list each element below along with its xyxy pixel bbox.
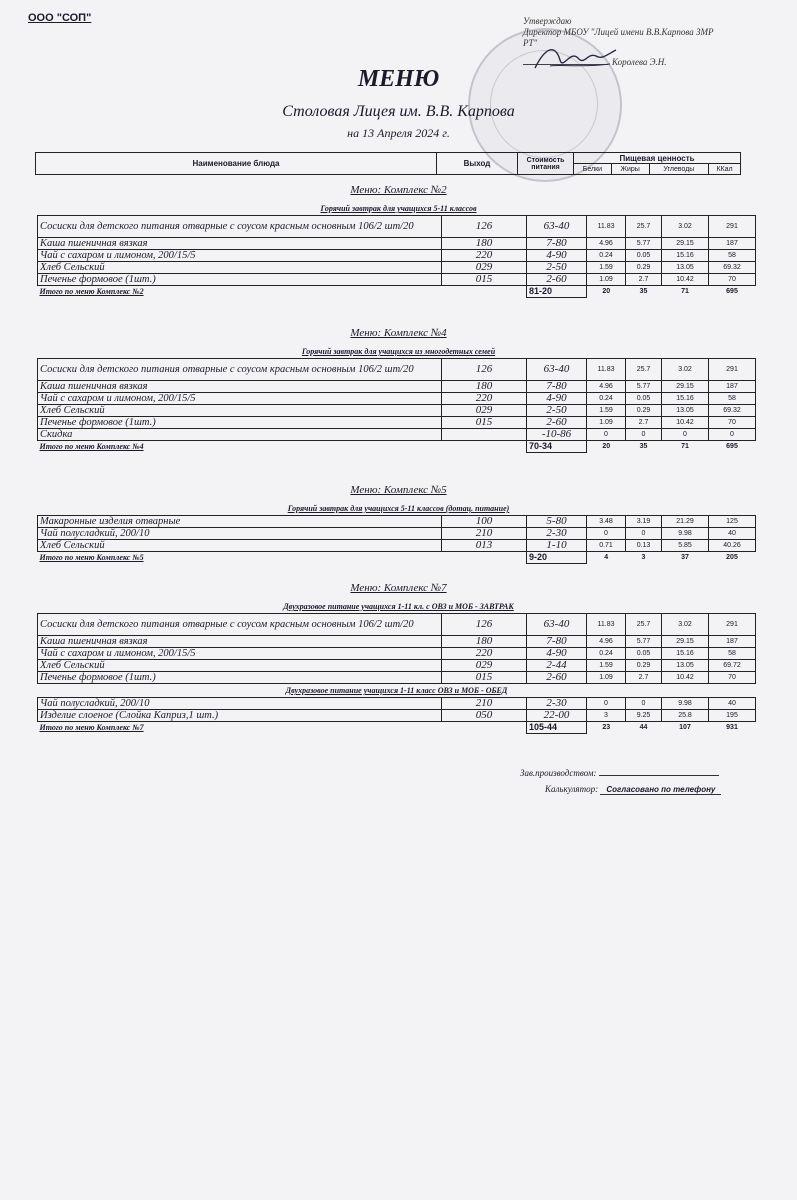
total-protein: 23	[602, 724, 611, 732]
dish-name: Хлеб Сельский	[38, 660, 442, 672]
table-row	[38, 216, 756, 238]
dish-cost: 2-60	[527, 274, 587, 286]
director-name: Королева Э.Н.	[612, 57, 667, 67]
header-name: Наименование блюда	[36, 153, 437, 175]
dish-carbs: 10.42	[662, 672, 709, 684]
dish-kcal: 291	[709, 359, 756, 381]
header-kcal: ККал	[709, 164, 741, 175]
dish-fat: 25.7	[626, 359, 662, 381]
total-kcal: 931	[726, 724, 738, 732]
dish-carbs: 13.05	[662, 262, 709, 274]
dish-fat: 0.13	[626, 540, 662, 552]
chief-signature-row	[520, 768, 719, 778]
dish-cost: 63-40	[527, 614, 587, 636]
dish-name: Печенье формовое (1шт.)	[38, 274, 442, 286]
dish-output: 180	[442, 238, 527, 250]
section-title: Меню: Комплекс №4	[350, 327, 447, 339]
page-title: МЕНЮ	[357, 66, 440, 92]
header-nutrition: Пищевая ценность	[574, 153, 741, 164]
dish-fat: 0.29	[626, 660, 662, 672]
dish-name: Чай полусладкий, 200/10	[38, 698, 442, 710]
total-kcal: 205	[726, 554, 738, 562]
table-row	[38, 672, 756, 684]
dish-protein: 3	[587, 710, 626, 722]
table-row	[38, 238, 756, 250]
total-carbs: 107	[679, 724, 691, 732]
dish-output: 029	[442, 405, 527, 417]
dish-name: Макаронные изделия отварные	[38, 516, 442, 528]
dish-protein: 1.59	[587, 405, 626, 417]
total-row	[38, 286, 756, 298]
table-row	[38, 710, 756, 722]
table-row	[38, 660, 756, 672]
dish-fat: 2.7	[626, 417, 662, 429]
dish-carbs: 0	[662, 429, 709, 441]
section-subtitle: Горячий завтрак для учащихся 5-11 классов	[320, 204, 477, 213]
dish-protein: 3.48	[587, 516, 626, 528]
dish-name: Сосиски для детского питания отварные с соусом красным основным 106/2 шт/20	[38, 359, 442, 381]
dish-protein: 1.09	[587, 274, 626, 286]
dish-kcal: 70	[709, 672, 756, 684]
dish-protein: 11.83	[587, 216, 626, 238]
dish-protein: 4.96	[587, 636, 626, 648]
dish-name: Каша пшеничная вязкая	[38, 636, 442, 648]
dish-cost: 7-80	[527, 636, 587, 648]
section-subtitle: Горячий завтрак для учащихся 5-11 классов (дотац. питание)	[287, 504, 510, 513]
menu-table	[37, 358, 756, 453]
total-fat: 35	[639, 288, 648, 296]
dish-fat: 9.25	[626, 710, 662, 722]
dish-cost: 7-80	[527, 381, 587, 393]
dish-kcal: 195	[709, 710, 756, 722]
total-row	[38, 441, 756, 453]
dish-protein: 4.96	[587, 381, 626, 393]
dish-output: 210	[442, 528, 527, 540]
dish-fat: 5.77	[626, 238, 662, 250]
dish-cost: 63-40	[527, 359, 587, 381]
table-row	[38, 381, 756, 393]
dish-protein: 11.83	[587, 614, 626, 636]
total-kcal: 695	[726, 288, 738, 296]
dish-output: 013	[442, 540, 527, 552]
dish-output: 126	[442, 216, 527, 238]
dish-protein: 1.59	[587, 262, 626, 274]
dish-kcal: 291	[709, 216, 756, 238]
dish-protein: 0	[587, 698, 626, 710]
dish-fat: 0	[626, 528, 662, 540]
dish-name: Хлеб Сельский	[38, 405, 442, 417]
dish-protein: 0	[587, 429, 626, 441]
table-row	[38, 528, 756, 540]
menu-table	[37, 515, 756, 564]
dish-name: Чай с сахаром и лимоном, 200/15/5	[38, 250, 442, 262]
dish-name: Скидка	[38, 429, 442, 441]
approval-line-1: Утверждаю	[523, 16, 572, 26]
table-row	[38, 429, 756, 441]
dish-name: Каша пшеничная вязкая	[38, 238, 442, 250]
dish-kcal: 187	[709, 238, 756, 250]
menu-table	[37, 613, 756, 734]
dish-cost: 7-80	[527, 238, 587, 250]
dish-name: Чай с сахаром и лимоном, 200/15/5	[38, 648, 442, 660]
dish-fat: 5.77	[626, 381, 662, 393]
dish-output: 050	[442, 710, 527, 722]
dish-fat: 25.7	[626, 216, 662, 238]
dish-fat: 0.29	[626, 405, 662, 417]
table-row	[38, 417, 756, 429]
dish-fat: 0	[626, 429, 662, 441]
total-cost: 105-44	[527, 722, 587, 734]
section-subtitle: Двухразовое питание учащихся 1-11 кл. с ОВЗ и МОБ - ЗАВТРАК	[283, 602, 514, 611]
dish-carbs: 3.02	[662, 216, 709, 238]
dish-carbs: 15.16	[662, 393, 709, 405]
header-protein: Белки	[574, 164, 612, 175]
dish-name: Хлеб Сельский	[38, 262, 442, 274]
approval-line-2: Директор МБОУ "Лицей имени В.В.Карпова ЗМР	[523, 27, 714, 37]
dish-output: 180	[442, 636, 527, 648]
dish-cost: 63-40	[527, 216, 587, 238]
dish-protein: 0.24	[587, 250, 626, 262]
dish-protein: 0.24	[587, 648, 626, 660]
dish-kcal: 58	[709, 250, 756, 262]
dish-carbs: 29.15	[662, 636, 709, 648]
dish-cost: 4-90	[527, 250, 587, 262]
dish-output: 220	[442, 648, 527, 660]
dish-cost: 22-00	[527, 710, 587, 722]
header-cost: Стоимость питания	[518, 153, 574, 175]
dish-kcal: 69.72	[709, 660, 756, 672]
table-row	[38, 250, 756, 262]
dish-output: 210	[442, 698, 527, 710]
total-carbs: 71	[681, 443, 689, 451]
table-row	[38, 636, 756, 648]
dish-fat: 0	[626, 698, 662, 710]
dish-protein: 1.09	[587, 417, 626, 429]
dish-fat: 2.7	[626, 672, 662, 684]
dish-cost: 4-90	[527, 648, 587, 660]
dish-cost: 4-90	[527, 393, 587, 405]
total-fat: 3	[641, 554, 646, 562]
dish-carbs: 5.85	[662, 540, 709, 552]
dish-name: Чай полусладкий, 200/10	[38, 528, 442, 540]
total-carbs: 37	[681, 554, 689, 562]
dish-kcal: 125	[709, 516, 756, 528]
dish-carbs: 21.29	[662, 516, 709, 528]
calculator-label: Калькулятор:	[545, 784, 599, 794]
header-fat: Жиры	[611, 164, 649, 175]
table-row	[38, 393, 756, 405]
menu-table	[37, 215, 756, 298]
total-protein: 20	[602, 443, 611, 451]
dish-name: Каша пшеничная вязкая	[38, 381, 442, 393]
dish-protein: 0.24	[587, 393, 626, 405]
dish-output	[442, 429, 527, 441]
dish-fat: 0.05	[626, 393, 662, 405]
dish-carbs: 3.02	[662, 614, 709, 636]
table-row	[38, 405, 756, 417]
dish-output: 029	[442, 660, 527, 672]
dish-cost: 2-44	[527, 660, 587, 672]
dish-protein: 4.96	[587, 238, 626, 250]
section-title: Меню: Комплекс №7	[350, 582, 447, 594]
chief-label: Зав.производством:	[520, 768, 597, 778]
page-subtitle: Столовая Лицея им. В.В. Карпова	[282, 103, 515, 120]
dish-protein: 1.59	[587, 660, 626, 672]
dish-cost: 2-60	[527, 417, 587, 429]
dish-name: Печенье формовое (1шт.)	[38, 417, 442, 429]
dish-cost: 2-50	[527, 262, 587, 274]
section-subtitle: Горячий завтрак для учащихся из многодетных семей	[301, 347, 496, 356]
dish-fat: 5.77	[626, 636, 662, 648]
dish-output: 220	[442, 250, 527, 262]
header-output: Выход	[437, 153, 518, 175]
dish-name: Хлеб Сельский	[38, 540, 442, 552]
dish-cost: 2-30	[527, 698, 587, 710]
table-row	[38, 359, 756, 381]
dish-kcal: 58	[709, 648, 756, 660]
dish-carbs: 9.98	[662, 698, 709, 710]
menu-date: на 13 Апреля 2024 г.	[347, 126, 450, 140]
dish-fat: 0.05	[626, 648, 662, 660]
dish-cost: 5-80	[527, 516, 587, 528]
total-label: Итого по меню Комплекс №4	[39, 442, 144, 452]
total-cost: 70-34	[527, 441, 587, 453]
dish-protein: 1.09	[587, 672, 626, 684]
dish-cost: -10-86	[527, 429, 587, 441]
dish-fat: 2.7	[626, 274, 662, 286]
table-row	[38, 614, 756, 636]
dish-output: 015	[442, 417, 527, 429]
dish-fat: 25.7	[626, 614, 662, 636]
dish-kcal: 187	[709, 636, 756, 648]
dish-carbs: 10.42	[662, 274, 709, 286]
dish-cost: 2-30	[527, 528, 587, 540]
dish-name: Сосиски для детского питания отварные с соусом красным основным 106/2 шт/20	[38, 216, 442, 238]
dish-kcal: 40	[709, 528, 756, 540]
dish-protein: 0.71	[587, 540, 626, 552]
dish-kcal: 69.32	[709, 262, 756, 274]
dish-fat: 0.29	[626, 262, 662, 274]
total-label: Итого по меню Комплекс №7	[39, 723, 144, 733]
total-row	[38, 722, 756, 734]
total-label: Итого по меню Комплекс №5	[39, 553, 144, 563]
dish-kcal: 0	[709, 429, 756, 441]
total-protein: 4	[604, 554, 609, 562]
total-kcal: 695	[726, 443, 738, 451]
calculator-value: Согласовано по телефону	[600, 785, 721, 795]
total-protein: 20	[602, 288, 611, 296]
table-row	[38, 698, 756, 710]
total-cost: 81-20	[527, 286, 587, 298]
dish-output: 220	[442, 393, 527, 405]
dish-output: 100	[442, 516, 527, 528]
total-carbs: 71	[681, 288, 689, 296]
dish-kcal: 69.32	[709, 405, 756, 417]
dish-carbs: 29.15	[662, 238, 709, 250]
dish-cost: 1-10	[527, 540, 587, 552]
dish-name: Чай с сахаром и лимоном, 200/15/5	[38, 393, 442, 405]
dish-carbs: 13.05	[662, 660, 709, 672]
table-row	[38, 648, 756, 660]
section-title: Меню: Комплекс №2	[350, 184, 447, 196]
approval-line-3: РТ"	[523, 38, 538, 48]
column-header	[35, 152, 741, 175]
total-fat: 44	[639, 724, 648, 732]
dish-output: 180	[442, 381, 527, 393]
dish-carbs: 29.15	[662, 381, 709, 393]
dish-kcal: 70	[709, 417, 756, 429]
dish-output: 015	[442, 672, 527, 684]
total-fat: 35	[639, 443, 648, 451]
section-title: Меню: Комплекс №5	[350, 484, 447, 496]
chief-line	[599, 775, 719, 776]
dish-protein: 0	[587, 528, 626, 540]
dish-carbs: 25.8	[662, 710, 709, 722]
header-carbs: Углеводы	[649, 164, 709, 175]
dish-cost: 2-50	[527, 405, 587, 417]
dish-name: Изделие слоеное (Слойка Каприз,1 шт.)	[38, 710, 442, 722]
dish-carbs: 13.05	[662, 405, 709, 417]
dish-fat: 3.19	[626, 516, 662, 528]
dish-kcal: 40	[709, 698, 756, 710]
dish-kcal: 58	[709, 393, 756, 405]
table-row	[38, 540, 756, 552]
dish-carbs: 9.98	[662, 528, 709, 540]
dish-carbs: 10.42	[662, 417, 709, 429]
section-subtitle: Двухразовое питание учащихся 1-11 класс ОВЗ и МОБ - ОБЕД	[285, 686, 508, 695]
dish-name: Сосиски для детского питания отварные с соусом красным основным 106/2 шт/20	[38, 614, 442, 636]
dish-protein: 11.83	[587, 359, 626, 381]
dish-kcal: 291	[709, 614, 756, 636]
dish-name: Печенье формовое (1шт.)	[38, 672, 442, 684]
total-row	[38, 552, 756, 564]
dish-output: 029	[442, 262, 527, 274]
calculator-row	[545, 784, 721, 794]
dish-carbs: 3.02	[662, 359, 709, 381]
dish-kcal: 187	[709, 381, 756, 393]
table-row	[38, 516, 756, 528]
total-label: Итого по меню Комплекс №2	[39, 287, 144, 297]
dish-output: 126	[442, 614, 527, 636]
dish-output: 015	[442, 274, 527, 286]
table-row	[38, 274, 756, 286]
dish-carbs: 15.16	[662, 648, 709, 660]
dish-carbs: 15.16	[662, 250, 709, 262]
dish-kcal: 70	[709, 274, 756, 286]
total-cost: 9-20	[527, 552, 587, 564]
table-row	[38, 262, 756, 274]
dish-output: 126	[442, 359, 527, 381]
dish-cost: 2-60	[527, 672, 587, 684]
dish-kcal: 40.26	[709, 540, 756, 552]
organization-name: ООО "СОП"	[28, 12, 92, 24]
dish-fat: 0.05	[626, 250, 662, 262]
